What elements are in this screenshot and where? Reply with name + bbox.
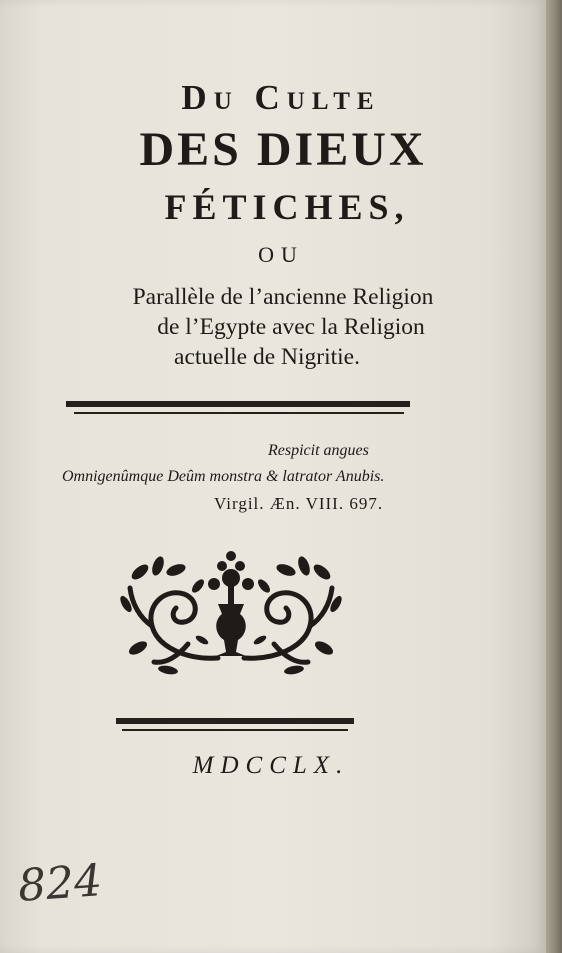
title-line-2: DES DIEUX (139, 123, 427, 176)
title-line-3: FÉTICHES, (164, 187, 410, 227)
floral-urn-ornament-icon (118, 548, 344, 676)
divider-rule-top-thin (74, 412, 404, 414)
book-edge (546, 0, 562, 953)
publication-date: MDCCLX. (192, 752, 350, 779)
divider-rule-top-thick (66, 401, 410, 407)
epigraph-line-1: Respicit angues (268, 442, 369, 459)
title-line-1: Du Culte (181, 78, 381, 117)
title-connector: OU (258, 242, 304, 267)
handwritten-shelf-mark: 824 (16, 855, 104, 912)
subtitle-line-2: de l’Egypte avec la Religion (157, 314, 425, 340)
subtitle-line-3: actuelle de Nigritie. (174, 344, 360, 370)
epigraph-line-2: Omnigenûmque Deûm monstra & latrator Anubis. (62, 468, 385, 485)
divider-rule-bottom-thick (116, 718, 354, 724)
epigraph-citation: Virgil. Æn. VIII. 697. (214, 494, 384, 513)
subtitle-line-1: Parallèle de l’ancienne Religion (132, 284, 434, 310)
divider-rule-bottom-thin (122, 729, 348, 731)
